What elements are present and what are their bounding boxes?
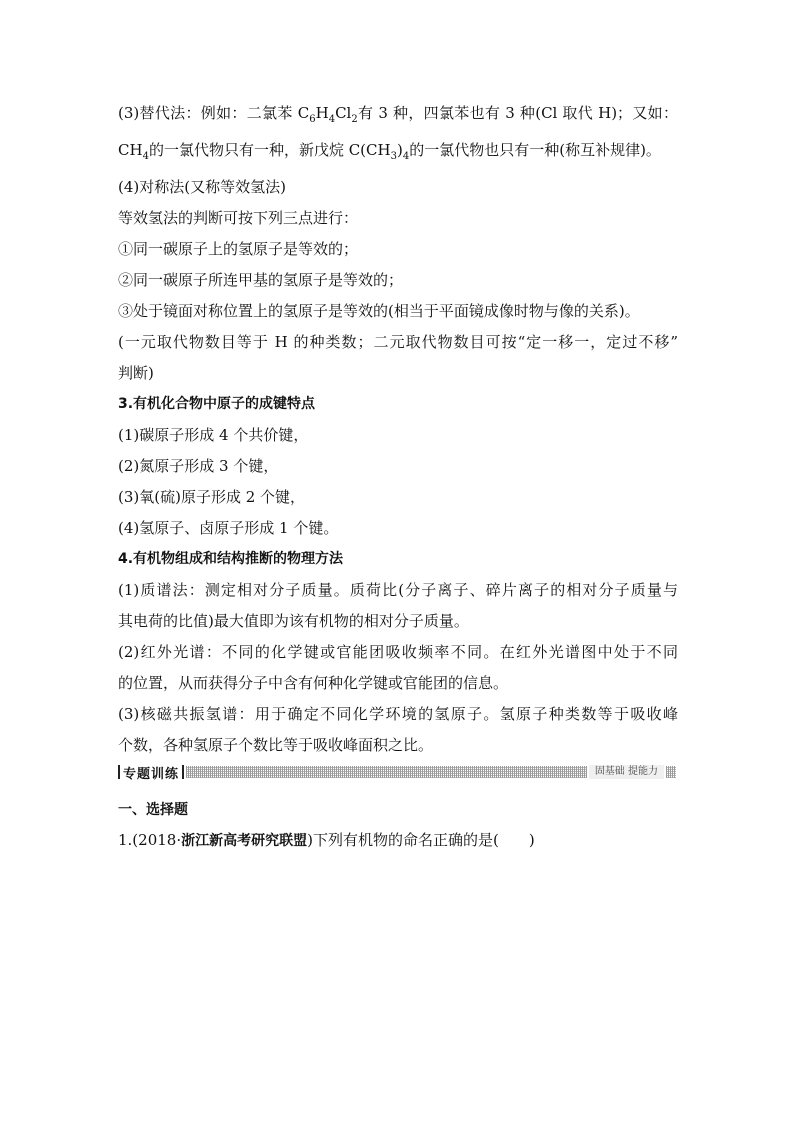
nmr-line2: 个数，各种氢原子个数比等于吸收峰面积之比。 [118, 736, 434, 754]
ir-spec-line1: (2)红外光谱：不同的化学键或官能团吸收频率不同。在红外光谱图中处于不同 [118, 643, 678, 661]
nmr-line1: (3)核磁共振氢谱：用于确定不同化学环境的氢原子。氢原子种类数等于吸收峰 [118, 705, 678, 723]
paragraph-substitution-line2: $CH_4$的一氯代物只有一种，新戊烷 $C(CH_3)_4$的一氯代物也只有一种(称互补规律)。 [118, 141, 661, 162]
mass-spec-line1: (1)质谱法：测定相对分子质量。质荷比(分子离子、碎片离子的相对分子质量与 [118, 581, 678, 599]
bond-oxygen: (3)氧(硫)原子形成 2 个键， [118, 488, 306, 506]
banner-pattern [186, 766, 587, 778]
question-number: 1.(2018· [118, 831, 182, 849]
paragraph-substitution-line1: (3)替代法：例如：二氯苯 $C_6H_4Cl_2$有 3 种，四氯苯也有 3 种(Cl 取代 H)；又如： [118, 104, 678, 125]
heading-physical-methods: 4.有机物组成和结构推断的物理方法 [118, 551, 344, 567]
section-title: 一、选择题 [118, 802, 188, 818]
paragraph-symmetry-method: (4)对称法(又称等效氢法) [118, 178, 286, 196]
question-text: )下列有机物的命名正确的是( ) [307, 831, 535, 849]
bond-hydrogen-halogen: (4)氢原子、卤原子形成 1 个键。 [118, 519, 339, 537]
banner-pattern-end [666, 766, 676, 778]
bond-carbon: (1)碳原子形成 4 个共价键， [118, 426, 309, 444]
note-line2: 判断) [118, 364, 154, 382]
banner-subtitle: 固基础 提能力 [589, 765, 664, 779]
mass-spec-line2: 其电荷的比值)最大值即为该有机物的相对分子质量。 [118, 612, 469, 630]
section-banner [118, 764, 678, 780]
rule-3: ③处于镜面对称位置上的氢原子是等效的(相当于平面镜成像时物与像的关系)。 [118, 302, 640, 320]
question-source: 浙江新高考研究联盟 [181, 833, 308, 849]
question-1 [118, 829, 535, 850]
body-text [118, 98, 678, 761]
rule-2: ②同一碳原子所连甲基的氢原子是等效的； [118, 271, 404, 289]
bond-nitrogen: (2)氮原子形成 3 个键， [118, 457, 279, 475]
note-line1: (一元取代物数目等于 H 的种类数；二元取代物数目可按“定一移一，定过不移” [118, 333, 678, 351]
heading-bonding: 3.有机化合物中原子的成键特点 [118, 396, 316, 412]
ir-spec-line2: 的位置，从而获得分子中含有何种化学键或官能团的信息。 [118, 674, 509, 692]
banner-divider [182, 765, 184, 779]
rule-1: ①同一碳原子上的氢原子是等效的； [118, 240, 359, 258]
paragraph-equivalent-h-intro: 等效氢法的判断可按下列三点进行： [118, 209, 359, 227]
banner-title: 专题训练 [123, 766, 180, 782]
